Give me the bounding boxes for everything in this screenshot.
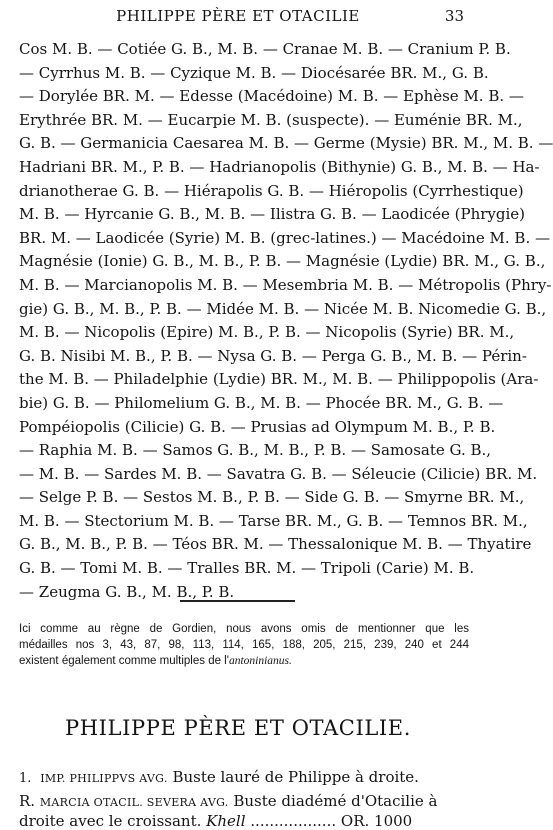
text-line: Pompéiopolis (Cilicie) G. B. — Prusias ad Olympum M. B., P. B. [19,417,496,436]
text-line: M. B. — Hyrcanie G. B., M. B. — Ilistra G. B. — Laodicée (Phrygie) [19,205,526,224]
text-line: — Zeugma G. B., M. B., P. B. [19,582,235,601]
text-line: Magnésie (Ionie) G. B., M. B., P. B. — Magnésie (Lydie) BR. M., G. B., [19,252,546,271]
text-line: M. B. — Nicopolis (Epire) M. B., P. B. — Nicopolis (Syrie) BR. M., [19,323,515,342]
text-line: G. B. Nisibi M. B., P. B. — Nysa G. B. — Perga G. B., M. B. — Périn- [19,346,527,365]
text-line: — Raphia M. B. — Samos G. B., M. B., P. B. — Samosate G. B., [19,441,492,460]
note-line: Ici comme au règne de Gordien, nous avons omis de mentionner que les [19,623,469,635]
text-line: drianotherae G. B. — Hiérapolis G. B. — Hiéropolis (Cyrrhestique) [19,181,524,200]
entry-number: 1. [19,771,32,786]
running-title: PHILIPPE PÈRE ET OTACILIE [116,7,360,25]
reverse-entry-continued [19,812,469,830]
note-line [19,653,469,669]
reverse-mark: R. [19,792,36,810]
note-text: existent également comme multiples de l' [19,655,229,667]
metal: OR. [340,812,370,830]
text-line: Cos M. B. — Cotiée G. B., M. B. — Cranae M. B. — Cranium P. B. [19,40,511,58]
text-line: — M. B. — Sardes M. B. — Savatra G. B. — Séleucie (Cilicie) BR. M. [19,464,538,483]
text-line: gie) G. B., M. B., P. B. — Midée M. B. — Nicée M. B. Nicomedie G. B., [19,299,547,318]
text-line: BR. M. — Laodicée (Syrie) M. B. (grec-latines.) — Macédoine M. B. — [19,228,550,247]
text-line: M. B. — Marcianopolis M. B. — Mesembria M. B. — Métropolis (Phry- [19,275,552,294]
text-line: Erythrée BR. M. — Eucarpie M. B. (suspecte). — Euménie BR. M., [19,110,523,129]
text-line: the M. B. — Philadelphie (Lydie) BR. M., M. B. — Philippopolis (Ara- [19,370,539,389]
note-italic-term: antoninianus. [228,655,292,667]
section-title: PHILIPPE PÈRE ET OTACILIE. [65,716,411,740]
text-line: M. B. — Stectorium M. B. — Tarse BR. M., G. B. — Temnos BR. M., [19,511,528,530]
text-line: — Dorylée BR. M. — Edesse (Macédoine) M. B. — Ephèse M. B. — [19,87,524,106]
mint-list [19,38,553,604]
text-line: Hadriani BR. M., P. B. — Hadrianopolis (Bithynie) G. B., M. B. — Ha- [19,157,540,176]
price: 1000 [374,812,413,830]
page-number: 33 [444,7,464,25]
section-divider [180,600,295,602]
note-line: médailles nos 3, 43, 87, 98, 113, 114, 165, 188, 205, 215, 239, 240 et 244 [19,639,469,651]
reverse-description-continued: droite avec le croissant. [19,812,202,830]
reference-author: Khell [206,812,246,830]
obverse-entry [19,768,469,786]
text-line: G. B. — Tomi M. B. — Tralles BR. M. — Tripoli (Carie) M. B. [19,559,475,578]
reverse-entry [19,792,469,810]
page-header [0,7,476,29]
text-line: G. B. — Germanicia Caesarea M. B. — Germe (Mysie) BR. M., M. B. — [19,134,553,153]
reverse-description: Buste diadémé d'Otacilie à [233,792,438,810]
text-line: — Cyrrhus M. B. — Cyzique M. B. — Diocésarée BR. M., G. B. [19,63,489,82]
obverse-description: Buste lauré de Philippe à droite. [172,768,419,786]
text-line: — Selge P. B. — Sestos M. B., P. B. — Side G. B. — Smyrne BR. M., [19,488,525,507]
reverse-legend: MARCIA OTACIL. SEVERA AVG. [39,796,229,809]
text-line: G. B., M. B., P. B. — Téos BR. M. — Thessalonique M. B. — Thyatire [19,535,532,554]
footnote [19,621,469,669]
obverse-legend: IMP. PHILIPPVS AVG. [40,772,168,785]
text-line: bie) G. B. — Philomelium G. B., M. B. — Phocée BR. M., G. B. — [19,393,504,412]
dot-leaders: .................. [250,812,337,830]
